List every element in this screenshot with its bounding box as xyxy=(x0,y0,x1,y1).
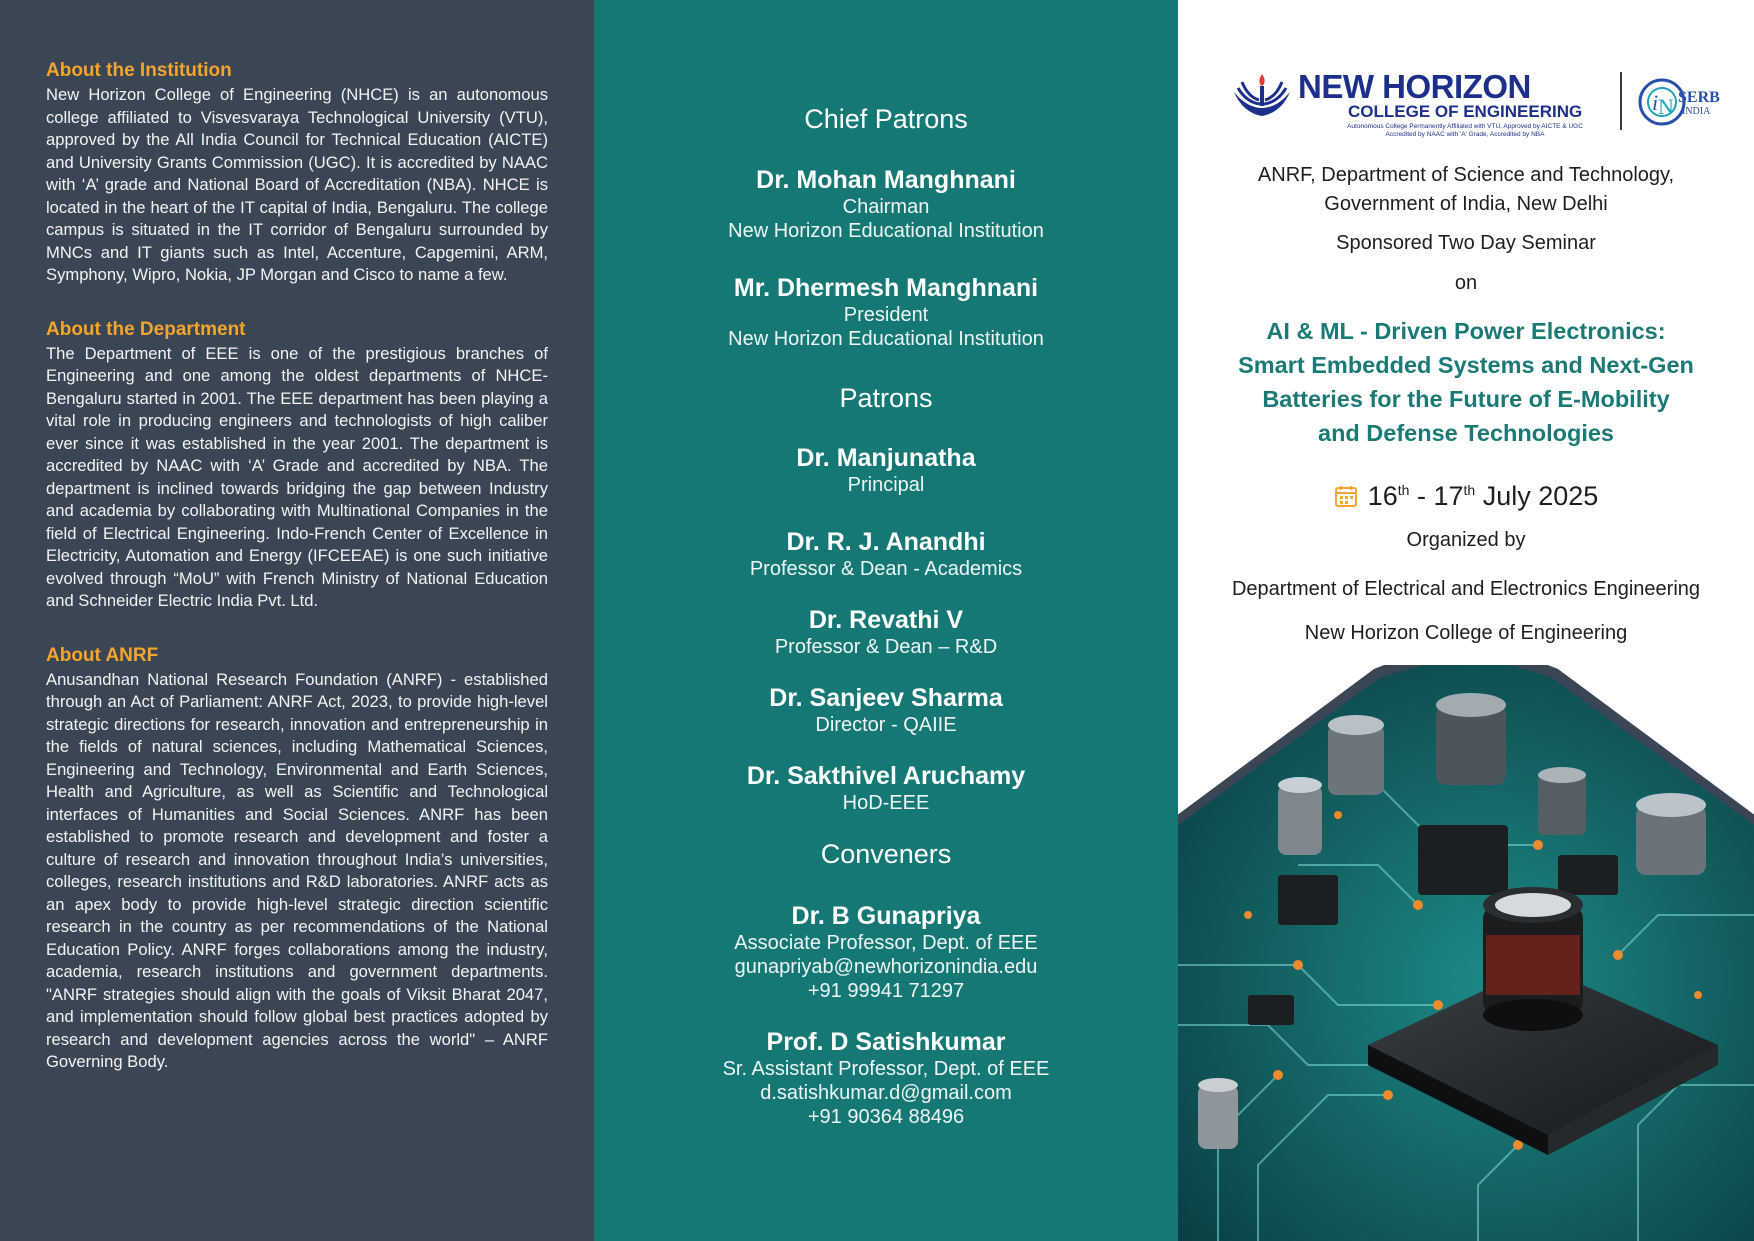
serb-letter-i: i xyxy=(1652,90,1659,115)
anrf-heading: About ANRF xyxy=(46,644,159,666)
college-logo xyxy=(1230,62,1720,144)
conveners-heading: Conveners xyxy=(820,839,952,869)
capacitor-icon xyxy=(1328,715,1384,795)
organizer-college: New Horizon College of Engineering xyxy=(1304,622,1628,644)
patrons-heading: Patrons xyxy=(839,383,933,413)
organized-by: Organized by xyxy=(1406,529,1526,551)
patron-role: Principal xyxy=(847,474,925,496)
chief-patrons-heading: Chief Patrons xyxy=(804,104,968,134)
seminar-title xyxy=(1178,314,1754,450)
institution-heading: About the Institution xyxy=(46,60,232,81)
seminar-type: Sponsored Two Day Seminar xyxy=(1336,232,1596,254)
logo-divider xyxy=(1620,72,1622,130)
torch-emblem-icon xyxy=(1230,72,1294,124)
serb-letter-n: N xyxy=(1658,94,1674,119)
event-date xyxy=(1178,473,1754,513)
department-heading: About the Department xyxy=(46,318,246,340)
about-panel xyxy=(0,0,594,1241)
convener-email: gunapriyab@newhorizonindia.edu xyxy=(734,956,1038,978)
title-line: AI & ML - Driven Power Electronics: xyxy=(1266,318,1666,344)
patron-name: Dr. R. J. Anandhi xyxy=(786,528,986,556)
patron xyxy=(594,527,1178,581)
patron-org: New Horizon Educational Institution xyxy=(728,328,1044,350)
logo-tagline-line: Autonomous College Permanently Affiliated with VTU, Approved by AICTE & UGC xyxy=(1347,123,1583,130)
title-line: Smart Embedded Systems and Next-Gen xyxy=(1238,352,1694,378)
convener-email: d.satishkumar.d@gmail.com xyxy=(760,1082,1012,1104)
circuit-board-image xyxy=(1178,665,1754,1241)
patron-role: President xyxy=(843,304,929,326)
logo-tagline-line: Accredited by NAAC with 'A' Grade, Accredited by NBA xyxy=(1385,131,1545,138)
date-separator: - xyxy=(1409,481,1434,511)
date-start: 16 xyxy=(1367,481,1398,511)
sponsor-line: ANRF, Department of Science and Technology, xyxy=(1257,164,1675,186)
convener-role: Sr. Assistant Professor, Dept. of EEE xyxy=(722,1058,1050,1080)
chief-patron xyxy=(594,165,1178,243)
patron-org: New Horizon Educational Institution xyxy=(728,220,1044,242)
patron xyxy=(594,761,1178,815)
serb-logo xyxy=(1636,68,1728,134)
date-end-suffix: th xyxy=(1463,482,1476,498)
patron-role: Director - QAIIE xyxy=(815,714,957,736)
date-month-year: July 2025 xyxy=(1475,481,1599,511)
date-start-suffix: th xyxy=(1397,482,1410,498)
chief-patron xyxy=(594,273,1178,351)
convener-role: Associate Professor, Dept. of EEE xyxy=(734,932,1038,954)
anrf-text: Anusandhan National Research Foundation (ANRF) - established through an Act of Parliament: ANRF Act, 2023, to provide high-level strategic directions for research, innovation and entrepreneurship in the fields of natural sciences, including Mathematical Sciences, Engineering and Technology, Environmental and Earth Sciences, Health and Agriculture, as well as Scientific and Technological interfaces of Humanities and Social Sciences. ANRF has been established to promote research and development and foster a culture of research and innovation throughout India’s universities, colleges, research institutions and R&D laboratories. ANRF acts as an apex body to provide high-level strategic direction scientific research in the country as per recommendations of the National Education Policy. ANRF forges collaborations among the industry, academia, research institutions and government departments. "ANRF strategies should align with the goals of Viksit Bharat 2047, and implementation should follow global best practices adopted by research and development agencies across the world" – ANRF Governing Body. xyxy=(46,669,548,1071)
convener xyxy=(594,1027,1178,1129)
convener-name: Dr. B Gunapriya xyxy=(791,902,981,930)
patron-role: Professor & Dean - Academics xyxy=(749,558,1023,580)
patron xyxy=(594,683,1178,737)
institution-text: New Horizon College of Engineering (NHCE) is an autonomous college affiliated to Visvesvaraya Technological University (VTU), approved by the All India Council for Technical Education (AICTE) and University Grants Commission (UGC). It is accredited by NAAC with ‘A’ grade and National Board of Accreditation (NBA). NHCE is located in the heart of the IT capital of India, Bengaluru. The college campus is situated in the IT corridor of Bengaluru surrounded by MNCs and IT giants such as Intel, Accenture, Capgemini, ARM, Symphony, Wipro, Nokia, JP Morgan and Cisco to name a few. xyxy=(46,85,548,284)
serb-subtext: INDIA xyxy=(1682,106,1711,117)
cover-panel xyxy=(1178,0,1754,1241)
convener xyxy=(594,901,1178,1003)
patron-name: Dr. Mohan Manghnani xyxy=(756,166,1016,194)
date-end: 17 xyxy=(1433,481,1464,511)
sponsor-line: Government of India, New Delhi xyxy=(1324,193,1608,215)
department-text: The Department of EEE is one of the prestigious branches of Engineering and one among the oldest departments of NHCE-Bengaluru started in 2001. The EEE department has been playing a vital role in producing engineers and technologists of high caliber ever since it was established in the year 2001. The department is accredited by NAAC with ‘A’ Grade and accredited by NBA. The department is inclined towards bridging the gap between Industry and academia by collaborating with Multinational Companies in the field of Electrical Engineering. Indo-French Center of Excellence in Electricity, Automation and Energy (IFCEEAE) is one such initiative evolved through “MoU” with French Ministry of National Education and Schneider Electric India Pvt. Ltd. xyxy=(46,343,548,610)
logo-tagline xyxy=(1340,123,1590,139)
patron-name: Dr. Revathi V xyxy=(808,606,964,634)
title-line: and Defense Technologies xyxy=(1318,420,1614,446)
patron-role: Professor & Dean – R&D xyxy=(774,636,998,658)
patron-role: HoD-EEE xyxy=(842,792,930,814)
patron-role: Chairman xyxy=(842,196,930,218)
title-line: Batteries for the Future of E-Mobility xyxy=(1262,386,1670,412)
logo-wordmark: NEW HORIZON xyxy=(1298,68,1531,105)
logo-subtitle: COLLEGE OF ENGINEERING xyxy=(1348,102,1583,121)
convener-name: Prof. D Satishkumar xyxy=(766,1028,1006,1056)
patron-name: Dr. Sakthivel Aruchamy xyxy=(746,762,1026,790)
serb-wordmark: SERB xyxy=(1678,89,1720,106)
patron-name: Dr. Manjunatha xyxy=(796,444,976,472)
patron-name: Mr. Dhermesh Manghnani xyxy=(733,274,1039,302)
patron xyxy=(594,605,1178,659)
calendar-icon xyxy=(1334,484,1358,508)
patron xyxy=(594,443,1178,497)
convener-phone: +91 90364 88496 xyxy=(807,1106,965,1128)
organizer-department: Department of Electrical and Electronics Engineering xyxy=(1231,578,1701,600)
seminar-on: on xyxy=(1454,272,1478,294)
patron-name: Dr. Sanjeev Sharma xyxy=(769,684,1003,712)
convener-phone: +91 99941 71297 xyxy=(807,980,965,1002)
inductor-icon xyxy=(1483,887,1583,1031)
committee-panel xyxy=(594,0,1178,1241)
